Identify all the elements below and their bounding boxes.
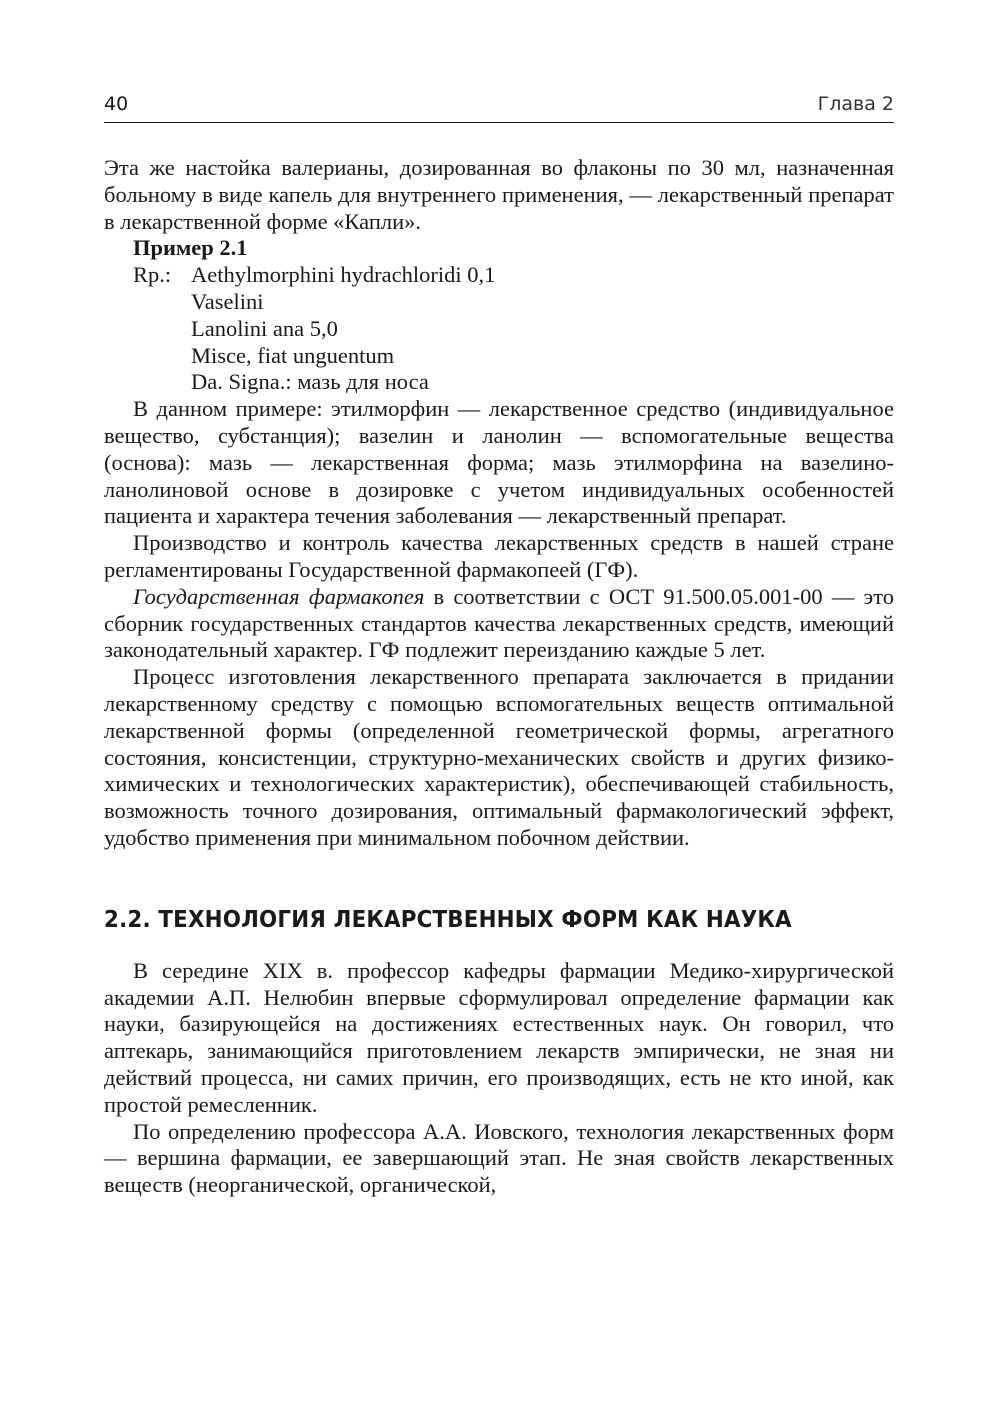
prescription-ingredient-2: Vaselini	[191, 288, 264, 314]
paragraph-manufacturing-process: Процесс изготовления лекарственного препарата заключается в придании лекарственному средству с помощью вспомогательных веществ оптимальной лекарственной формы (определенной геометрической формы, агрегатного состояния, консистенции, структурно-механических свойств и других физико-химических и технологических характеристик), обеспечивающей стабильность, возможность точного дозирования, оптимальный фармакологический эффект, удобство применения при минимальном побочном действии.	[104, 664, 894, 850]
paragraph-iovsky: По определению профессора А.А. Иовского, технология лекарственных форм — вершина фармации, ее завершающий этап. Не зная свойств лекарственных веществ (неорганической, органической,	[104, 1118, 894, 1198]
book-page	[104, 92, 894, 1199]
prescription-ingredient-1: Aethylmorphini hydrachloridi 0,1	[191, 262, 496, 288]
prescription-ingredient-3: Lanolini ana 5,0	[191, 315, 338, 341]
prescription-block	[104, 262, 894, 396]
paragraph-pharmacopoeia	[104, 584, 894, 664]
page-number: 40	[104, 93, 129, 115]
term-pharmacopoeia: Государственная фармакопея	[133, 583, 425, 609]
running-header	[104, 92, 894, 123]
section-heading: 2.2. ТЕХНОЛОГИЯ ЛЕКАРСТВЕННЫХ ФОРМ КАК НАУКА	[104, 906, 792, 933]
prescription-rp: Rp.:	[133, 262, 172, 288]
paragraph-nelyubin: В середине XIX в. профессор кафедры фармации Медико-хирургической академии А.П. Нелюбин впервые сформулировал определение фармации как науки, базирующейся на достижениях естественных наук. Он говорил, что аптекарь, занимающийся приготовлением лекарств эмпирически, не зная ни действий процесса, ни самих причин, его производящих, есть не кто иной, как простой ремесленник.	[104, 957, 894, 1117]
prescription-line	[133, 262, 894, 289]
example-title: Пример 2.1	[133, 235, 248, 261]
paragraph-example-explanation: В данном примере: этилморфин — лекарственное средство (индивидуальное вещество, субстанция); вазелин и ланолин — вспомогательные вещества (основа): мазь — лекарственная форма; мазь этилморфина на вазелино-ланолиновой основе в дозировке с учетом индивидуальных особенностей пациента и характера течения заболевания — лекарственный препарат.	[104, 396, 894, 529]
pharmacopoeia-definition: в соответствии с ОСТ 91.500.05.001-00 — это сборник государственных стандартов качества лекарственных средств, имеющий законодательный характер. ГФ подлежит переизданию каждые 5 лет.	[104, 583, 894, 663]
paragraph-production-control: Производство и контроль качества лекарственных средств в нашей стране регламентированы Государственной фармакопеей (ГФ).	[104, 530, 894, 582]
chapter-label: Глава 2	[817, 93, 894, 115]
prescription-instruction: Misce, fiat unguentum	[191, 342, 395, 368]
paragraph-valerian: Эта же настойка валерианы, дозированная во флаконы по 30 мл, назначенная больному в виде капель для внутреннего применения, — лекарственный препарат в лекарственной форме «Капли».	[104, 155, 894, 234]
prescription-signa: Da. Signa.: мазь для носа	[191, 369, 429, 395]
